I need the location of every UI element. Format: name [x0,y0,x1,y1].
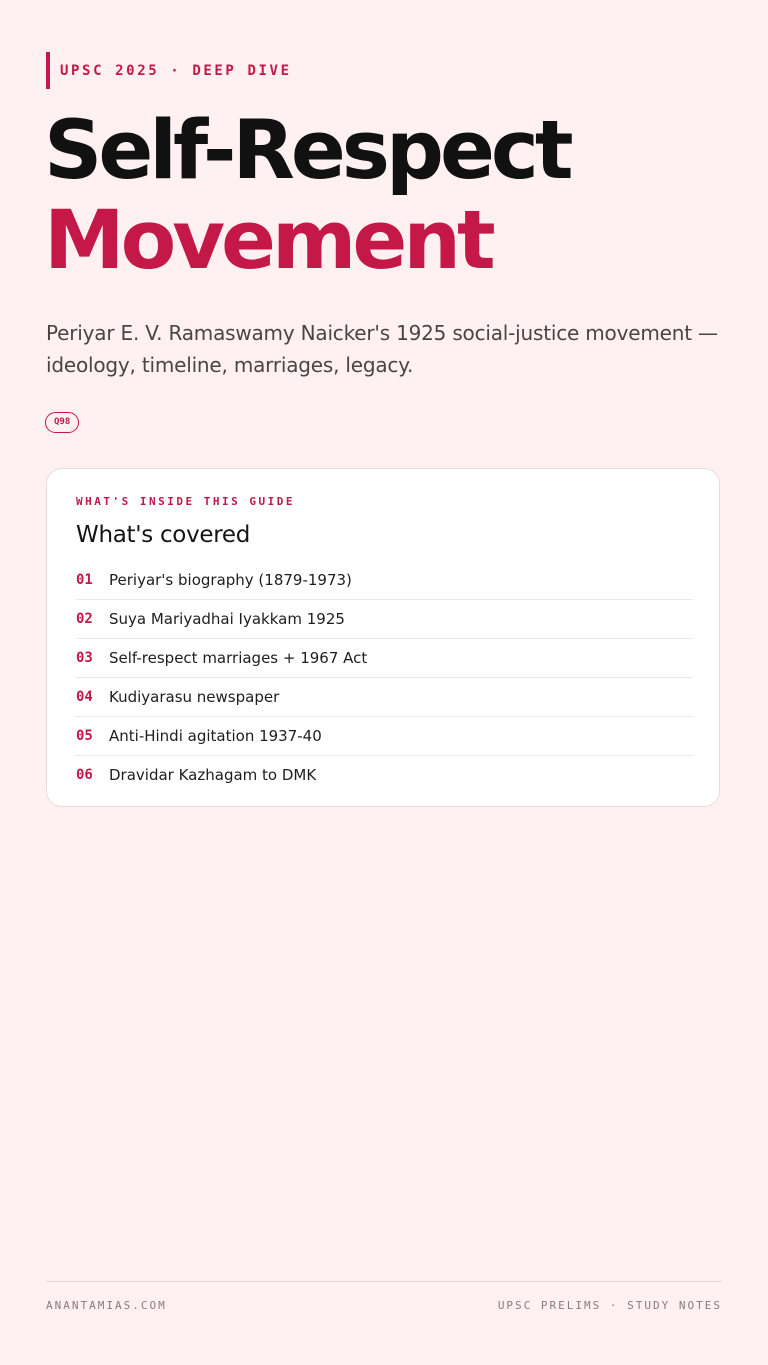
list-item [76,638,693,677]
footer-divider [46,1281,722,1282]
page-title [44,106,570,286]
eyebrow-tag: UPSC 2025 · DEEP DIVE [46,52,292,89]
item-number: 01 [76,571,93,588]
contents-card [46,468,720,807]
item-number: 06 [76,767,93,783]
footer-caption: UPSC PRELIMS · STUDY NOTES [497,1299,722,1312]
item-number: 04 [76,689,93,705]
item-number: 02 [76,611,93,627]
list-item [76,716,693,755]
list-item [76,599,693,638]
question-badge: Q98 [45,412,79,433]
page-subtitle: Periyar E. V. Ramaswamy Naicker's 1925 social-justice movement — ideology, timeline, marriages, legacy. [46,321,718,377]
list-item [76,755,693,794]
contents-list [76,560,693,794]
list-item [76,560,693,599]
item-number: 03 [76,650,93,666]
card-eyebrow: WHAT'S INSIDE THIS GUIDE [76,495,295,508]
item-number: 05 [76,728,93,744]
card-title: What's covered [76,522,251,548]
item-label: Self-respect marriages + 1967 Act [109,649,368,667]
item-label: Anti-Hindi agitation 1937-40 [109,727,322,745]
item-label: Suya Mariyadhai Iyakkam 1925 [109,610,345,628]
item-label: Periyar's biography (1879-1973) [109,570,352,589]
title-line-1: Self-Respect [44,104,570,198]
footer-site: ANANTAMIAS.COM [46,1299,167,1312]
title-line-2: Movement [44,194,492,288]
item-label: Kudiyarasu newspaper [109,688,280,706]
item-label: Dravidar Kazhagam to DMK [109,766,317,784]
list-item [76,677,693,716]
